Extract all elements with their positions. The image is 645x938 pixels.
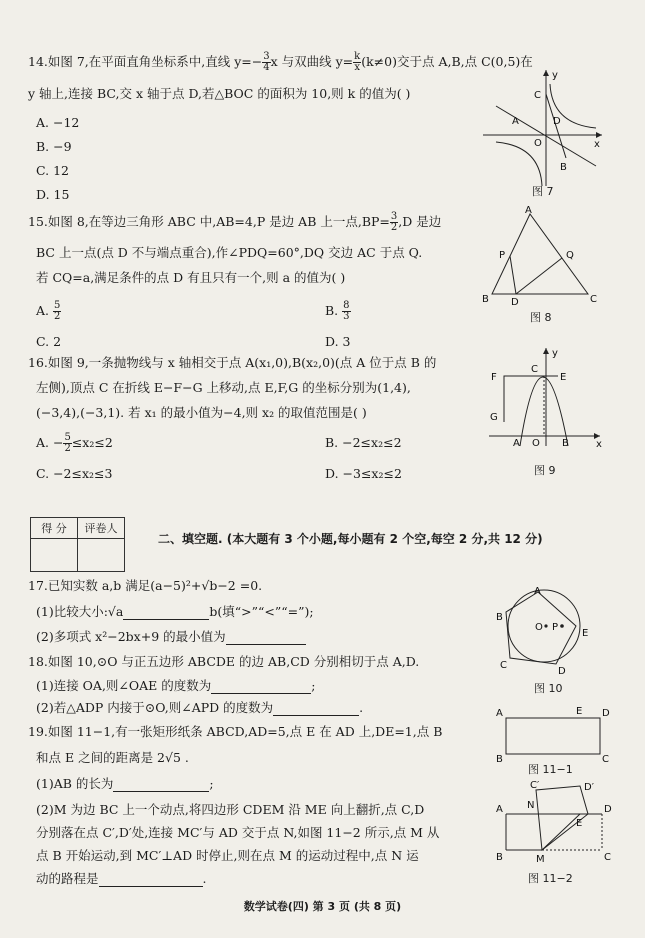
q15-option-c: C. 2 — [36, 334, 62, 349]
q18-sub2: (2)若△ADP 内接于⊙O,则∠APD 的度数为 . — [36, 700, 364, 715]
fig11-2-label-n: N — [527, 800, 535, 811]
q16-line2: 左侧),顶点 C 在折线 E−F−G 上移动,点 E,F,G 的坐标分别为(1,4), — [36, 380, 411, 395]
q14-option-c: C. 12 — [36, 163, 69, 178]
q17-line1: 17.已知实数 a,b 满足(a−5)²+√b−2 =0. — [28, 578, 263, 593]
grader-header: 评卷人 — [78, 518, 125, 539]
fig9-label-y: y — [552, 348, 558, 359]
fig8-label-p: P — [499, 250, 506, 261]
fig11-2-label-b: B — [496, 852, 503, 863]
q19-blank-1[interactable] — [113, 778, 209, 792]
q19-blank-2[interactable] — [99, 873, 203, 887]
q16-option-a: A. − $\frac{5}{2}$ ≤x₂≤2 — [36, 432, 113, 454]
fig8-label-q: Q — [566, 250, 574, 261]
fig11-2-caption: 图 11−2 — [528, 872, 573, 885]
fig11-2-label-m: M — [536, 854, 545, 865]
fig9-label-g: G — [490, 412, 498, 423]
q19-sub2-line2: 分别落在点 C′,D′处,连接 MC′与 AD 交于点 N,如图 11−2 所示,点 M 从 — [36, 825, 440, 840]
fig10-label-b: B — [496, 612, 503, 623]
fig9-caption: 图 9 — [534, 464, 556, 477]
fig11-1-label-b: B — [496, 754, 503, 762]
fig8-label-c: C — [590, 294, 597, 305]
fig11-1-label-e: E — [576, 706, 583, 717]
fig10-label-p: P — [552, 622, 559, 633]
q15-line3: 若 CQ=a,满足条件的点 D 有且只有一个,则 a 的值为( ) — [36, 270, 346, 285]
fig11-2-label-d-prime: D′ — [584, 782, 594, 793]
fig11-2-label-d: D — [604, 804, 612, 815]
q17-blank-1[interactable] — [123, 606, 209, 620]
figure-11-1 — [488, 700, 612, 762]
fig9-label-b: B — [562, 438, 569, 448]
q15-option-d: D. 3 — [325, 334, 351, 349]
fig10-label-o: O — [535, 622, 543, 633]
fig10-caption: 图 10 — [534, 682, 563, 695]
fig10-label-d: D — [558, 666, 566, 676]
figure-11-2 — [490, 778, 614, 870]
fig11-2-label-c: C — [604, 852, 611, 863]
q16-line3: (−3,4),(−3,1). 若 x₁ 的最小值为−4,则 x₂ 的取值范围是( ) — [36, 405, 367, 420]
q14-line2: y 轴上,连接 BC,交 x 轴于点 D,若△BOC 的面积为 10,则 k 的值为( ) — [28, 86, 411, 101]
fig7-label-c: C — [534, 90, 541, 101]
figure-8 — [480, 206, 600, 306]
fig8-label-a: A — [525, 206, 532, 216]
q14-option-d: D. 15 — [36, 187, 70, 202]
q19-sub2-line4: 动的路程是 . — [36, 871, 207, 886]
fig9-label-c: C — [531, 364, 538, 375]
fig11-1-label-a: A — [496, 708, 503, 719]
q19-sub2-line3: 点 B 开始运动,到 MC′⊥AD 时停止,则在点 M 的运动过程中,点 N 运 — [36, 848, 419, 863]
fig7-label-d: D — [553, 116, 561, 127]
fig7-label-x: x — [594, 139, 600, 150]
q14-option-a: A. −12 — [36, 115, 80, 130]
fig7-caption: 图 7 — [532, 185, 554, 198]
q14-fraction: $\frac{3}{4}$ — [263, 51, 270, 73]
q19-sub2-line1: (2)M 为边 BC 上一个动点,将四边形 CDEM 沿 ME 向上翻折,点 C,D — [36, 802, 425, 817]
fig8-label-d: D — [511, 297, 519, 306]
q14-option-b: B. −9 — [36, 139, 72, 154]
q16-line1: 16.如图 9,一条抛物线与 x 轴相交于点 A(x₁,0),B(x₂,0)(点 A 位于点 B 的 — [28, 355, 437, 370]
q18-blank-1[interactable] — [211, 680, 311, 694]
q17-sub2: (2)多项式 x²−2bx+9 的最小值为 — [36, 629, 306, 645]
q16-option-d: D. −3≤x₂≤2 — [325, 466, 402, 481]
q19-line1: 19.如图 11−1,有一张矩形纸条 ABCD,AD=5,点 E 在 AD 上,DE=1,点 B — [28, 724, 443, 739]
q18-blank-2[interactable] — [273, 702, 359, 716]
fig10-label-e: E — [582, 628, 589, 639]
figure-9 — [484, 346, 604, 448]
fig11-2-label-a: A — [496, 804, 503, 815]
fig9-label-o: O — [532, 438, 540, 448]
fig11-2-label-e: E — [576, 818, 583, 829]
fig9-label-e: E — [560, 372, 567, 383]
fig9-label-a: A — [513, 438, 520, 448]
score-table — [30, 517, 125, 572]
fig9-label-f: F — [491, 372, 497, 383]
score-cell — [31, 539, 78, 572]
fig11-1-label-c: C — [602, 754, 609, 762]
section-2-heading: 二、填空题. (本大题有 3 个小题,每小题有 2 个空,每空 2 分,共 12 分) — [158, 532, 543, 546]
q17-blank-2[interactable] — [226, 631, 306, 645]
fig10-label-a: A — [534, 586, 541, 597]
q15-option-a: A. $\frac{5}{2}$ — [36, 300, 61, 322]
q14-fraction-k: $\frac{k}{x}$ — [354, 51, 361, 73]
q19-line2: 和点 E 之间的距离是 2√5 . — [36, 750, 189, 765]
grader-cell — [78, 539, 125, 572]
q14-line1: 14.如图 7,在平面直角坐标系中,直线 y=− $\frac{3}{4}$ x 与双曲线 y= $\frac{k}{x}$ (k≠0)交于点 A,B,点 C(0,5)在 — [28, 51, 533, 73]
q17-sub1: (1)比较大小:√a b(填“>”“<”“=”); — [36, 604, 314, 619]
q15-fraction: $\frac{3}{2}$ — [390, 211, 398, 233]
fig9-label-x: x — [596, 439, 602, 448]
q15-line1: 15.如图 8,在等边三角形 ABC 中,AB=4,P 是边 AB 上一点,BP= $\frac{3}{2}$ ,D 是边 — [28, 211, 442, 233]
fig8-caption: 图 8 — [530, 311, 552, 324]
fig11-1-label-d: D — [602, 708, 610, 719]
q16-option-c: C. −2≤x₂≤3 — [36, 466, 113, 481]
page-footer: 数学试卷(四) 第 3 页 (共 8 页) — [243, 900, 402, 913]
q18-sub1: (1)连接 OA,则∠OAE 的度数为 ; — [36, 678, 316, 693]
fig7-label-y: y — [552, 70, 558, 81]
q19-sub1: (1)AB 的长为 ; — [36, 776, 214, 791]
q15-option-b: B. $\frac{8}{3}$ — [325, 300, 350, 322]
fig8-label-b: B — [482, 294, 489, 305]
fig11-2-label-c-prime: C′ — [530, 780, 540, 791]
fig7-label-o: O — [534, 138, 542, 149]
fig7-label-a: A — [512, 116, 519, 127]
score-header: 得 分 — [31, 518, 78, 539]
figure-7 — [478, 68, 608, 188]
fig7-label-b: B — [560, 162, 567, 173]
figure-10 — [490, 584, 600, 676]
q15-line2: BC 上一点(点 D 不与端点重合),作∠PDQ=60°,DQ 交边 AC 于点 Q. — [36, 245, 423, 260]
q18-line1: 18.如图 10,⊙O 与正五边形 ABCDE 的边 AB,CD 分别相切于点 A,D. — [28, 654, 420, 669]
q16-option-b: B. −2≤x₂≤2 — [325, 435, 402, 450]
fig10-label-c: C — [500, 660, 507, 671]
fig11-1-caption: 图 11−1 — [528, 763, 573, 776]
